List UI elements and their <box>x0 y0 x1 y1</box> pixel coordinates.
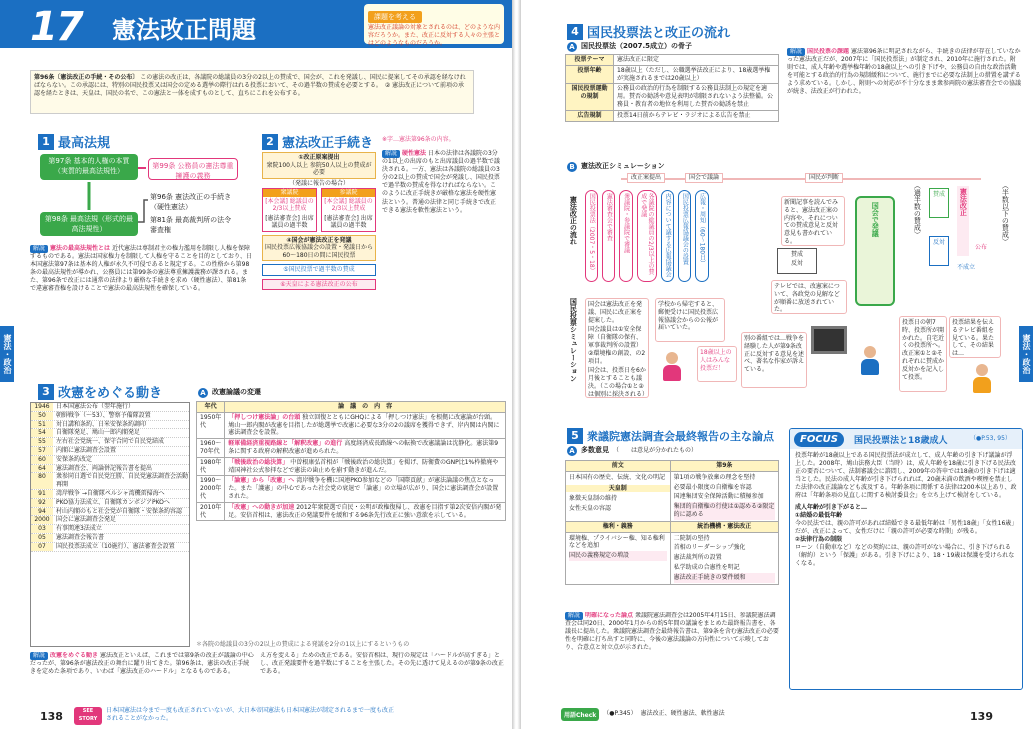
sim-text-2: 学校から帰宅すると、郵便受けに国民投票広報協議会からの公報が届いていた。 <box>655 298 725 342</box>
timeline-row <box>31 525 189 534</box>
timeline-year: 54 <box>31 429 53 437</box>
sec3a-footnote: ＊各院の総議員の3分の2以上の賛成による発議を2分の1以上にするというもの <box>196 641 410 648</box>
sim-text-1a: 国会は憲法改正を発議、国民に改正案を提案した。 <box>588 301 643 324</box>
sec4a-note <box>787 48 1021 168</box>
sec5-title: 衆議院憲法調査会最終報告の主な論点 <box>587 430 774 443</box>
sim-flow <box>585 190 795 286</box>
sec5-number: 5 <box>567 428 583 444</box>
timeline-event: 憲法調査会報告書 <box>56 533 105 541</box>
article96-text: この憲法の改正は、各議院の総議員の3分の2以上の賛成で、国会が、これを発議し、国民に提案してその承認を経なければならない。この承認には、特別の国民投票又は国会の定める選挙の際行はれる投票において、その過半数の賛成を必要とする。 ② 憲法改正について前項の承認を経たときは、天皇は、国民の名で、この憲法と一体を成すものとして、直ちにこれを公布する。 <box>34 74 466 98</box>
sim-text-5: テレビでは、改憲案について、各政党の見解などが順番に放送されていた。 <box>771 280 847 314</box>
focus-s2: ②法律行為の制限 <box>795 535 843 543</box>
timeline-event: 自衛隊発足、鳩山一郎内閣発足 <box>56 429 141 437</box>
term-check <box>561 708 725 721</box>
timeline-event: 対日講和条約、日米安保条約調印 <box>56 420 147 428</box>
sec5a-rights-cell <box>566 532 671 584</box>
timeline-event: 湾岸戦争 →自衛隊ペルシャ湾機雷掃海へ <box>56 489 165 497</box>
sec5a-head-govern: 統治機構・憲法改正 <box>670 521 778 532</box>
content-title: 「戦後政治の総決算」 <box>228 458 289 466</box>
sim-result <box>909 182 1019 292</box>
book-gutter <box>512 0 521 729</box>
sec3-note-cont: え方を変える」ための改正である。安倍首相は、現行の規定は「ハードルが高すぎる」とし、改正発議要件を過半数にすることを主張した。その先に透けて見えるのが第9条の改正である。 <box>260 652 504 676</box>
page-number-left: 138 <box>40 710 63 723</box>
result-majority: （過半数の賛成） <box>913 182 922 238</box>
content-title: 軽軍備経済重視路線と「解釈改憲」の進行 <box>228 440 343 448</box>
side-tab-left: 憲法・政治 <box>0 326 14 382</box>
table-row <box>197 476 506 502</box>
table-row <box>197 457 506 476</box>
sec2-sub: ※字…憲法第96条の内容。 <box>382 136 455 143</box>
right-page <box>521 0 1033 729</box>
check-label: 用語Check <box>561 708 599 721</box>
sec5a-head-art9: 第9条 <box>670 461 778 472</box>
flow-column: 国民投票法（2007・5・18） <box>585 190 598 282</box>
list-item: 私学助成の合憲性を明記 <box>673 563 740 571</box>
timeline-year: 80 <box>31 473 53 489</box>
timeline-event: 国民投票法成立（10施行）、憲法審査会設置 <box>56 542 175 550</box>
list-item: 日本国有の歴史、伝統、文化の明記 <box>569 473 666 481</box>
sec2-note-title: 硬性憲法 <box>402 150 427 157</box>
timeline-year: 05 <box>31 534 53 542</box>
sec5a-head-emperor: 天皇制 <box>566 485 670 493</box>
flow-step6: ⑥天皇による憲法改正の公布 <box>262 279 376 291</box>
content-cell <box>225 502 506 521</box>
sim-vote <box>855 196 895 306</box>
sec5a-legend: （ は意見が分かれたもの） <box>613 446 698 454</box>
sim-text-1c: 国会は、投票日を6か月後とすることも議決。（この場合①と②は個別に採決される） <box>588 367 649 398</box>
node-a96: 第96条 憲法改正の手続き（硬性憲法） <box>148 190 238 210</box>
timeline-event: 左右社会党統一、保守合同で自民党結成 <box>56 438 165 446</box>
flow-column: 憲法審査会で審査 <box>602 190 615 282</box>
sec3-number: 3 <box>38 384 54 400</box>
lower-committee: [憲法審査会] 出席議員の過半数 <box>265 214 314 229</box>
sec2-title: 憲法改正手続き <box>282 136 374 151</box>
sim-tag-2: 国会で議論 <box>685 173 723 183</box>
content-title: 「改憲」への動きが加速 <box>228 503 295 511</box>
content-text: 中曽根康弘首相が「戦後政治の総決算」を掲げ、防衛費のGNP比1%枠撤廃や靖国神社公式参拝などで憲法の歯止めを崩す動きが進んだ。 <box>228 458 499 474</box>
sec3a-head-content: 論 議 の 内 容 <box>225 402 506 413</box>
content-text: 2012年衆院選で自民・公明が政権復帰し、改憲を目指す第2次安倍内閣が発足。安倍首相は、憲法改正の発議要件を緩和する96条先行改正に強い意欲を示している。 <box>228 503 502 519</box>
list-item: 環境権、プライバシー権、知る権利などを追加 <box>569 534 665 550</box>
timeline-event: 有事関連3法成立 <box>56 525 102 533</box>
sec4a-note-label: 解説 <box>787 48 805 56</box>
content-cell <box>225 439 506 458</box>
sim-text-4: 新聞記事を読んでみると、憲法改正案の内容や、それについての賛成意見と反対意見も書かれている。 <box>781 196 845 246</box>
sec5a-preamble-cell <box>566 471 671 521</box>
sec2-note-label: 解説 <box>382 150 400 158</box>
sec5a-head-rights: 権利・義務 <box>566 521 671 532</box>
sec2-number: 2 <box>262 134 278 150</box>
timeline-event: 憲法調査会、両論併記報告書を提出 <box>56 464 153 472</box>
sim-text-1 <box>585 298 649 398</box>
timeline-row <box>31 429 189 438</box>
sec1-title: 最高法規 <box>58 136 111 151</box>
table-row <box>566 84 779 110</box>
amend-flow <box>262 152 376 370</box>
sim-text-6: 別の番組では…戦争を経験した人が第9条改正に反対する意見を述べ、著名な作家が訴えている。 <box>741 332 807 388</box>
list-item: 憲法裁判所の設置 <box>673 554 722 562</box>
lower-house: 衆議院 <box>263 189 316 197</box>
focus-body: 投票年齢が18歳以上である国民投票法が成立して、成人年齢の引き下げ議論が浮上した。2008年、鳩山法務大臣（当時）は、成人年齢を18歳に引き下げる民法改正の要否について、法制審議会に諮問し、2009年の答申では18歳の引き下げは適当とした。民法の成人年齢が引き下げられれば、20歳未満の飲酒や喫煙を禁止した法律の改正議論なども波及する。年齢条項に関係する法律は200本以上あり、政府は「年齢条項の見直しに関する検討委員会」を立ち上げて検討をしている。 <box>795 452 1017 500</box>
sim-vote-label: 国会で発議 <box>871 202 880 237</box>
sec1-number: 1 <box>38 134 54 150</box>
timeline-year: 50 <box>31 412 53 420</box>
era-cell: 1960〜70年代 <box>197 439 225 458</box>
voter-figure <box>859 346 881 376</box>
timeline-row <box>31 516 189 525</box>
chapter-number: 17 <box>30 4 82 50</box>
sec5a-art9-cell <box>670 471 778 521</box>
sec3-note-label: 解説 <box>30 652 48 660</box>
node-a98: 第98条 最高法規（形式的最高法規性） <box>40 212 138 236</box>
question-box <box>364 4 504 47</box>
result-amend: 憲法改正 <box>957 186 969 256</box>
table-row <box>566 65 779 84</box>
timeline-year: 2000 <box>31 516 53 524</box>
timeline-event: 内閣に憲法調査会設置 <box>56 446 117 454</box>
timeline-row <box>31 490 189 499</box>
content-text: 湾岸戦争を機に国連PKO参加などの「国際貢献」が憲法論議の焦点となった。また「護憲」の中心であった社会党の衰退で「論憲」の立場が広がり、国会に憲法調査会が設置された。 <box>228 477 499 500</box>
timeline-event: 日本国憲法公布（翌年施行） <box>56 403 135 410</box>
timeline-year: 07 <box>31 543 53 551</box>
flow-column: 内容について議する広報協議会 <box>661 190 674 282</box>
timeline-row <box>31 473 189 490</box>
ballot-no: 反対 <box>790 260 803 267</box>
page-number-right: 139 <box>970 710 993 723</box>
sec3a-table <box>196 401 506 521</box>
sec3a-head-era: 年代 <box>197 402 225 413</box>
sec1-note-title: 憲法の最高法規性とは <box>50 245 111 252</box>
era-cell: 1980年代 <box>197 457 225 476</box>
sec5a-head-preamble: 前文 <box>566 461 671 472</box>
value-cell: 公務員の政治的行為を制限する公務員法制上の規定を適用。賛否の勧誘や意見表明が制限されないよう法整備。公務員・教育者の地位を利用した賛否の勧誘を禁止 <box>614 84 779 110</box>
result-minority: （半数以下の賛成） <box>1001 182 1010 245</box>
flow-column: 各議院の総議員の2/3以上の賛成で発議 <box>637 190 657 282</box>
timeline-event: 衆参同日選で自民党圧勝、自民党憲法調査会活動再開 <box>56 473 189 489</box>
sec5a-heading: A 多数意見 （ は意見が分かれたもの） <box>567 446 697 456</box>
timeline-year: 55 <box>31 438 53 446</box>
sec4a-title: 国民投票法（2007.5成立）の骨子 <box>581 42 693 51</box>
sec5-note-title: 明確になった論点 <box>585 612 634 619</box>
table-row <box>197 502 506 521</box>
upper-plenary: [本会議] 総議員の2/3以上賛成 <box>324 197 373 212</box>
timeline-year: 94 <box>31 508 53 516</box>
key-cell: 国民投票運動の規制 <box>566 84 614 110</box>
flow-step1-detail: 衆院100人以上 参院50人以上の賛成が必要 <box>266 161 372 176</box>
timeline-event: 村山内閣のもと社会党が自衛隊・安保条約容認 <box>56 507 183 515</box>
sec4b-title: 憲法改正シミュレーション <box>581 162 665 171</box>
sec4a-note-text: 憲法第96条に明記されながら、手続きの法律が存在していなかった憲法改正だが、2007年に「国民投票法」が制定され、2010年に施行された。附則では、成人年齢や選挙権年齢の18歳以上への引き下げや、公務員の自由な政治活動を可能とする政治的行為の規制緩和について、施行までに必要な法制上の措置を講ずるよう求めている。しかし、附則への対応が不十分なまま衆参両院の憲法審査会での協議が続き、法改正が行われた。 <box>787 48 1021 96</box>
timeline-year: 91 <box>31 490 53 498</box>
timeline-row <box>31 412 189 421</box>
sec3-note-text: 憲法改正といえば、これまでは第9条の改正が議論の中心だったが、第96条が憲法改正の舞台に躍り出てきた。第96条は、憲法の改正手続きを定めた条項であり、いわば「憲法改正のハードル」となるものである。 <box>30 652 254 676</box>
content-cell <box>225 476 506 502</box>
flow-column: 広報・周知（60〜180日） <box>695 190 708 282</box>
sec3-heading <box>38 382 162 401</box>
list-item: 女性天皇の容認 <box>569 505 612 513</box>
check-terms: 憲法改正、硬性憲法、軟性憲法 <box>640 710 725 718</box>
sec1-note-text: 近代憲法は専制君主の権力濫用を制限し人権を保障するものである。憲法は国家権力を制限して人権を守ることを目的としており、日本国憲法第97条は基本的人権が永久不可侵であると規定する。この性格から第98条の最高法規性が導かれ、公務員には第99条の憲法尊重擁護義務が課される。また、第96条で改正には通常の法律より厳格な手続きを求め（硬性憲法）、第81条で違憲審査権を設けることで憲法の最高法規性を確保している。 <box>30 245 253 293</box>
sim-text-8: 投票結果を伝えるテレビ番組を見ている。果たして、その結果は… <box>949 316 1001 358</box>
list-item: 国民の義務規定の増設 <box>569 551 667 561</box>
key-cell: 広告規制 <box>566 110 614 121</box>
content-title: 「押しつけ憲法論」の台頭 <box>228 413 301 421</box>
sec1-arrows <box>0 0 250 250</box>
timeline-year: 1946 <box>31 403 53 411</box>
left-page <box>0 0 512 729</box>
result-no: 反対 <box>929 236 949 266</box>
sec3-title: 改憲をめぐる動き <box>58 386 163 401</box>
sim-people-label: 国民投票シミュレーション <box>569 298 578 382</box>
sec5-heading <box>567 428 774 444</box>
flow-step1-note: （発議に報告の場合） <box>288 179 349 187</box>
sec4a-heading: A 国民投票法（2007.5成立）の骨子 <box>567 42 692 52</box>
focus-s2-text: ローン（自動車など）などの契約には、親の許可がない場合に、引き下げられる（解約）という「保護」がある。引き下げにより、18・19歳は保護を受けられなくなる。 <box>795 544 1015 568</box>
sec5-note-label: 解説 <box>565 612 583 620</box>
sec4-title: 国民投票法と改正の流れ <box>587 26 731 41</box>
timeline-event: PKO協力法成立、自衛隊カンボジアPKOへ <box>56 498 170 506</box>
upper-house: 参議院 <box>322 189 375 197</box>
timeline-year: 60 <box>31 456 53 464</box>
timeline-year: 64 <box>31 465 53 473</box>
value-cell: 憲法改正に限定 <box>614 55 779 66</box>
sec3-note-title: 改憲をめぐる動き <box>50 652 99 659</box>
content-cell <box>225 457 506 476</box>
table-row <box>197 412 506 438</box>
list-item: 第1項の戦争放棄の理念を堅持 <box>673 473 756 481</box>
sim-text-7: 投票日の朝7時、投票所が開かれた。自宅近くの投票所へ。改正案①と②それぞれに賛成か反対かを記入して投票。 <box>899 316 947 392</box>
sec1-note-label: 解説 <box>30 245 48 253</box>
flow-step4-title: ④国会が憲法改正を発議 <box>286 236 352 244</box>
era-cell: 1990〜2000年代 <box>197 476 225 502</box>
tv-icon <box>811 326 847 354</box>
sec2-note <box>382 150 500 370</box>
newspaper <box>777 248 817 274</box>
sim-flow-label: 憲法改正の流れ <box>569 196 578 245</box>
sec2-note-text: 日本の法律は各議院の3分の1以上の出席のもと出席議員の過半数で議決される。一方、憲法は各議院の総議員の3分の2以上の賛成で国会が発議し、国民投票で過半数の賛成を得なければならない。このように改正手続きが厳格な憲法を硬性憲法という。普通の法律と同じ手続きで改正できる憲法を軟性憲法という。 <box>382 150 500 214</box>
flow-step4-detail: 国民投票広報協議会の設置・発議日から60〜180日の間に国民投票 <box>264 244 373 259</box>
list-item: 二院制の堅持 <box>673 534 710 542</box>
content-cell <box>225 412 506 438</box>
simulation <box>565 176 1023 420</box>
flow-step1-title: ①改正原案提出 <box>298 154 340 161</box>
list-item: 首相のリーダーシップ強化 <box>673 544 746 552</box>
timeline-year: 03 <box>31 525 53 533</box>
list-item: 必要最小限度の自衛権を容認 <box>673 483 752 491</box>
result-fail: 不成立 <box>957 264 976 271</box>
timeline-row <box>31 447 189 456</box>
timeline-row <box>31 543 189 552</box>
timeline-event: 安保条約改定 <box>56 455 93 463</box>
flow-column: 衆議院・参議院で審議 <box>619 190 632 282</box>
sec5-note <box>565 612 779 684</box>
content-title: 「論憲」から「改憲」へ <box>228 477 295 485</box>
question-text: 憲法改正議論の対象とされるのは、どのような内容だろうか。また、改正に反対する人々の主張とはどのようなものだろうか。 <box>368 24 501 47</box>
sec4b-heading: B 憲法改正シミュレーション <box>567 162 665 172</box>
timeline-row <box>31 456 189 465</box>
table-row <box>566 110 779 121</box>
result-yes: 賛成 <box>929 188 949 218</box>
sec4-number: 4 <box>567 24 583 40</box>
timeline-row <box>31 403 189 412</box>
sec3a-title: 改憲論議の変遷 <box>212 388 261 397</box>
sec5a-govern-cell <box>670 532 778 584</box>
key-cell: 投票テーマ <box>566 55 614 66</box>
content-text: 高度経済成長路線への転換で改憲議論は沈静化。憲法第9条に関する政府の解釈改憲が進められた。 <box>228 440 499 455</box>
sec5a-table <box>565 460 779 585</box>
see-story-logo: SEE STORY <box>74 707 102 725</box>
focus-title: 国民投票法と18歳成人 <box>854 436 948 446</box>
family-figure <box>971 364 993 394</box>
sec3-note <box>30 652 254 698</box>
sec2-heading <box>262 132 373 151</box>
era-cell: 2010年代 <box>197 502 225 521</box>
sec3a-heading: A 改憲論議の変遷 <box>198 388 261 398</box>
node-a97: 第97条 基本的人権の本質（実質的最高法規性） <box>40 154 138 180</box>
list-item: 国連集団安全保障活動に積極参加 <box>673 493 764 501</box>
sim-tag-1: 改正案提出 <box>627 173 665 183</box>
upper-committee: [憲法審査会] 出席議員の過半数 <box>324 214 373 229</box>
timeline-event: 朝鮮戦争（〜53）、警察予備隊設置 <box>56 411 151 419</box>
node-a99: 第99条 公務員の憲法尊重擁護の義務 <box>148 158 238 180</box>
table-row <box>566 55 779 66</box>
flow-column: 国民投票広報協議会の設置 <box>678 190 691 282</box>
value-cell: 18歳以上（ただし、公職選挙法改正により、18歳選挙権が実施されるまでは20歳以上） <box>614 65 779 84</box>
timeline-row <box>31 499 189 508</box>
sim-text-1b: 国会議員は①安全保障（自衛隊の保有、軍事裁判所の設置）②環境権の創設、の2項目。 <box>588 326 646 365</box>
list-item: 集団的自衛権の行使は①認める②限定的に認める <box>673 503 775 518</box>
ballot-yes: 賛成 <box>790 251 803 258</box>
timeline-row <box>31 438 189 447</box>
timeline-event: 国会に憲法調査会発足 <box>56 516 117 524</box>
list-item: 象徴天皇制の維持 <box>569 495 618 503</box>
focus-label: FOCUS <box>794 432 844 447</box>
table-row <box>197 439 506 458</box>
focus-s1: ①結婚の最低年齢 <box>795 511 843 519</box>
lower-plenary: [本会議] 総議員の2/3以上賛成 <box>265 197 314 212</box>
key-cell: 投票年齢 <box>566 65 614 84</box>
node-a81: 第81条 最高裁判所の法令審査権 <box>148 213 238 233</box>
check-ref: （●P.345） <box>603 710 637 718</box>
focus-box <box>789 428 1023 690</box>
sim-tag-3: 国民が判断 <box>805 173 843 183</box>
student-figure <box>661 352 683 382</box>
sec4a-table <box>565 54 779 122</box>
result-promulgate: 公布 <box>975 244 988 251</box>
sec5a-title: 多数意見 <box>581 446 609 455</box>
flow-step5: ⑤国民投票で過半数の賛成 <box>262 264 376 276</box>
flow-step1 <box>262 152 376 179</box>
sec4a-note-title: 国民投票の課題 <box>807 48 850 55</box>
focus-ref: （●P.53, 95） <box>970 435 1011 442</box>
timeline-year: 92 <box>31 499 53 507</box>
chapter-title: 憲法改正問題 <box>112 16 256 44</box>
timeline <box>30 402 190 647</box>
question-tag: 課題を考える <box>368 11 422 23</box>
timeline-year: 51 <box>31 421 53 429</box>
sec5-note-text: 衆議院憲法調査会は2005年4月15日、参議院憲法調査会は同20日、2000年1月からの約5年間の議論をまとめた最終報告書を、各議長に提出した。衆議院憲法調査会最終報告書は、第9条を含む憲法改正の必要性を明確に打ち出すと同時に、今後の憲法議論の方向性について示唆しており、合意点と対立点が示された。 <box>565 612 779 652</box>
list-item: 憲法改正手続きの要件緩和 <box>674 573 775 583</box>
article96-heading: 第96条〔憲法改正の手続・その公布〕 <box>34 74 139 81</box>
footer-text: 日本国憲法は今まで一度も改正されていないが、大日本帝国憲法も日本国憲法が制定されるまで一度も改正されることがなかった。 <box>106 706 395 722</box>
value-cell: 投票14日前からテレビ・ラジオによる広告を禁止 <box>614 110 779 121</box>
sim-text-3: 18歳以上の人はみんな投票だ！ <box>697 346 737 382</box>
timeline-year: 57 <box>31 447 53 455</box>
sec4-heading <box>567 22 730 41</box>
focus-h1: 成人年齢が引き下がると… <box>795 503 868 511</box>
sec1-note <box>30 245 252 373</box>
era-cell: 1950年代 <box>197 412 225 438</box>
focus-s1-text: 今の民法では、親の許可があれば結婚できる最低年齢は「男性18歳」「女性16歳」だが、改正によって、女性だけに「親の許可が必要な時期」が残る。 <box>795 519 1015 535</box>
content-text: 独立回復とともにGHQによる「押しつけ憲法」を根拠に改憲論が台頭。鳩山一郎内閣が改憲を目指したが総選挙で改憲に必要な3分の2の議席を獲得できず、岸内閣は内閣に憲法調査会を設置。 <box>228 413 500 437</box>
timeline-row <box>31 534 189 543</box>
flow-step4 <box>262 235 376 262</box>
side-tab-right: 憲法・政治 <box>1019 326 1033 382</box>
